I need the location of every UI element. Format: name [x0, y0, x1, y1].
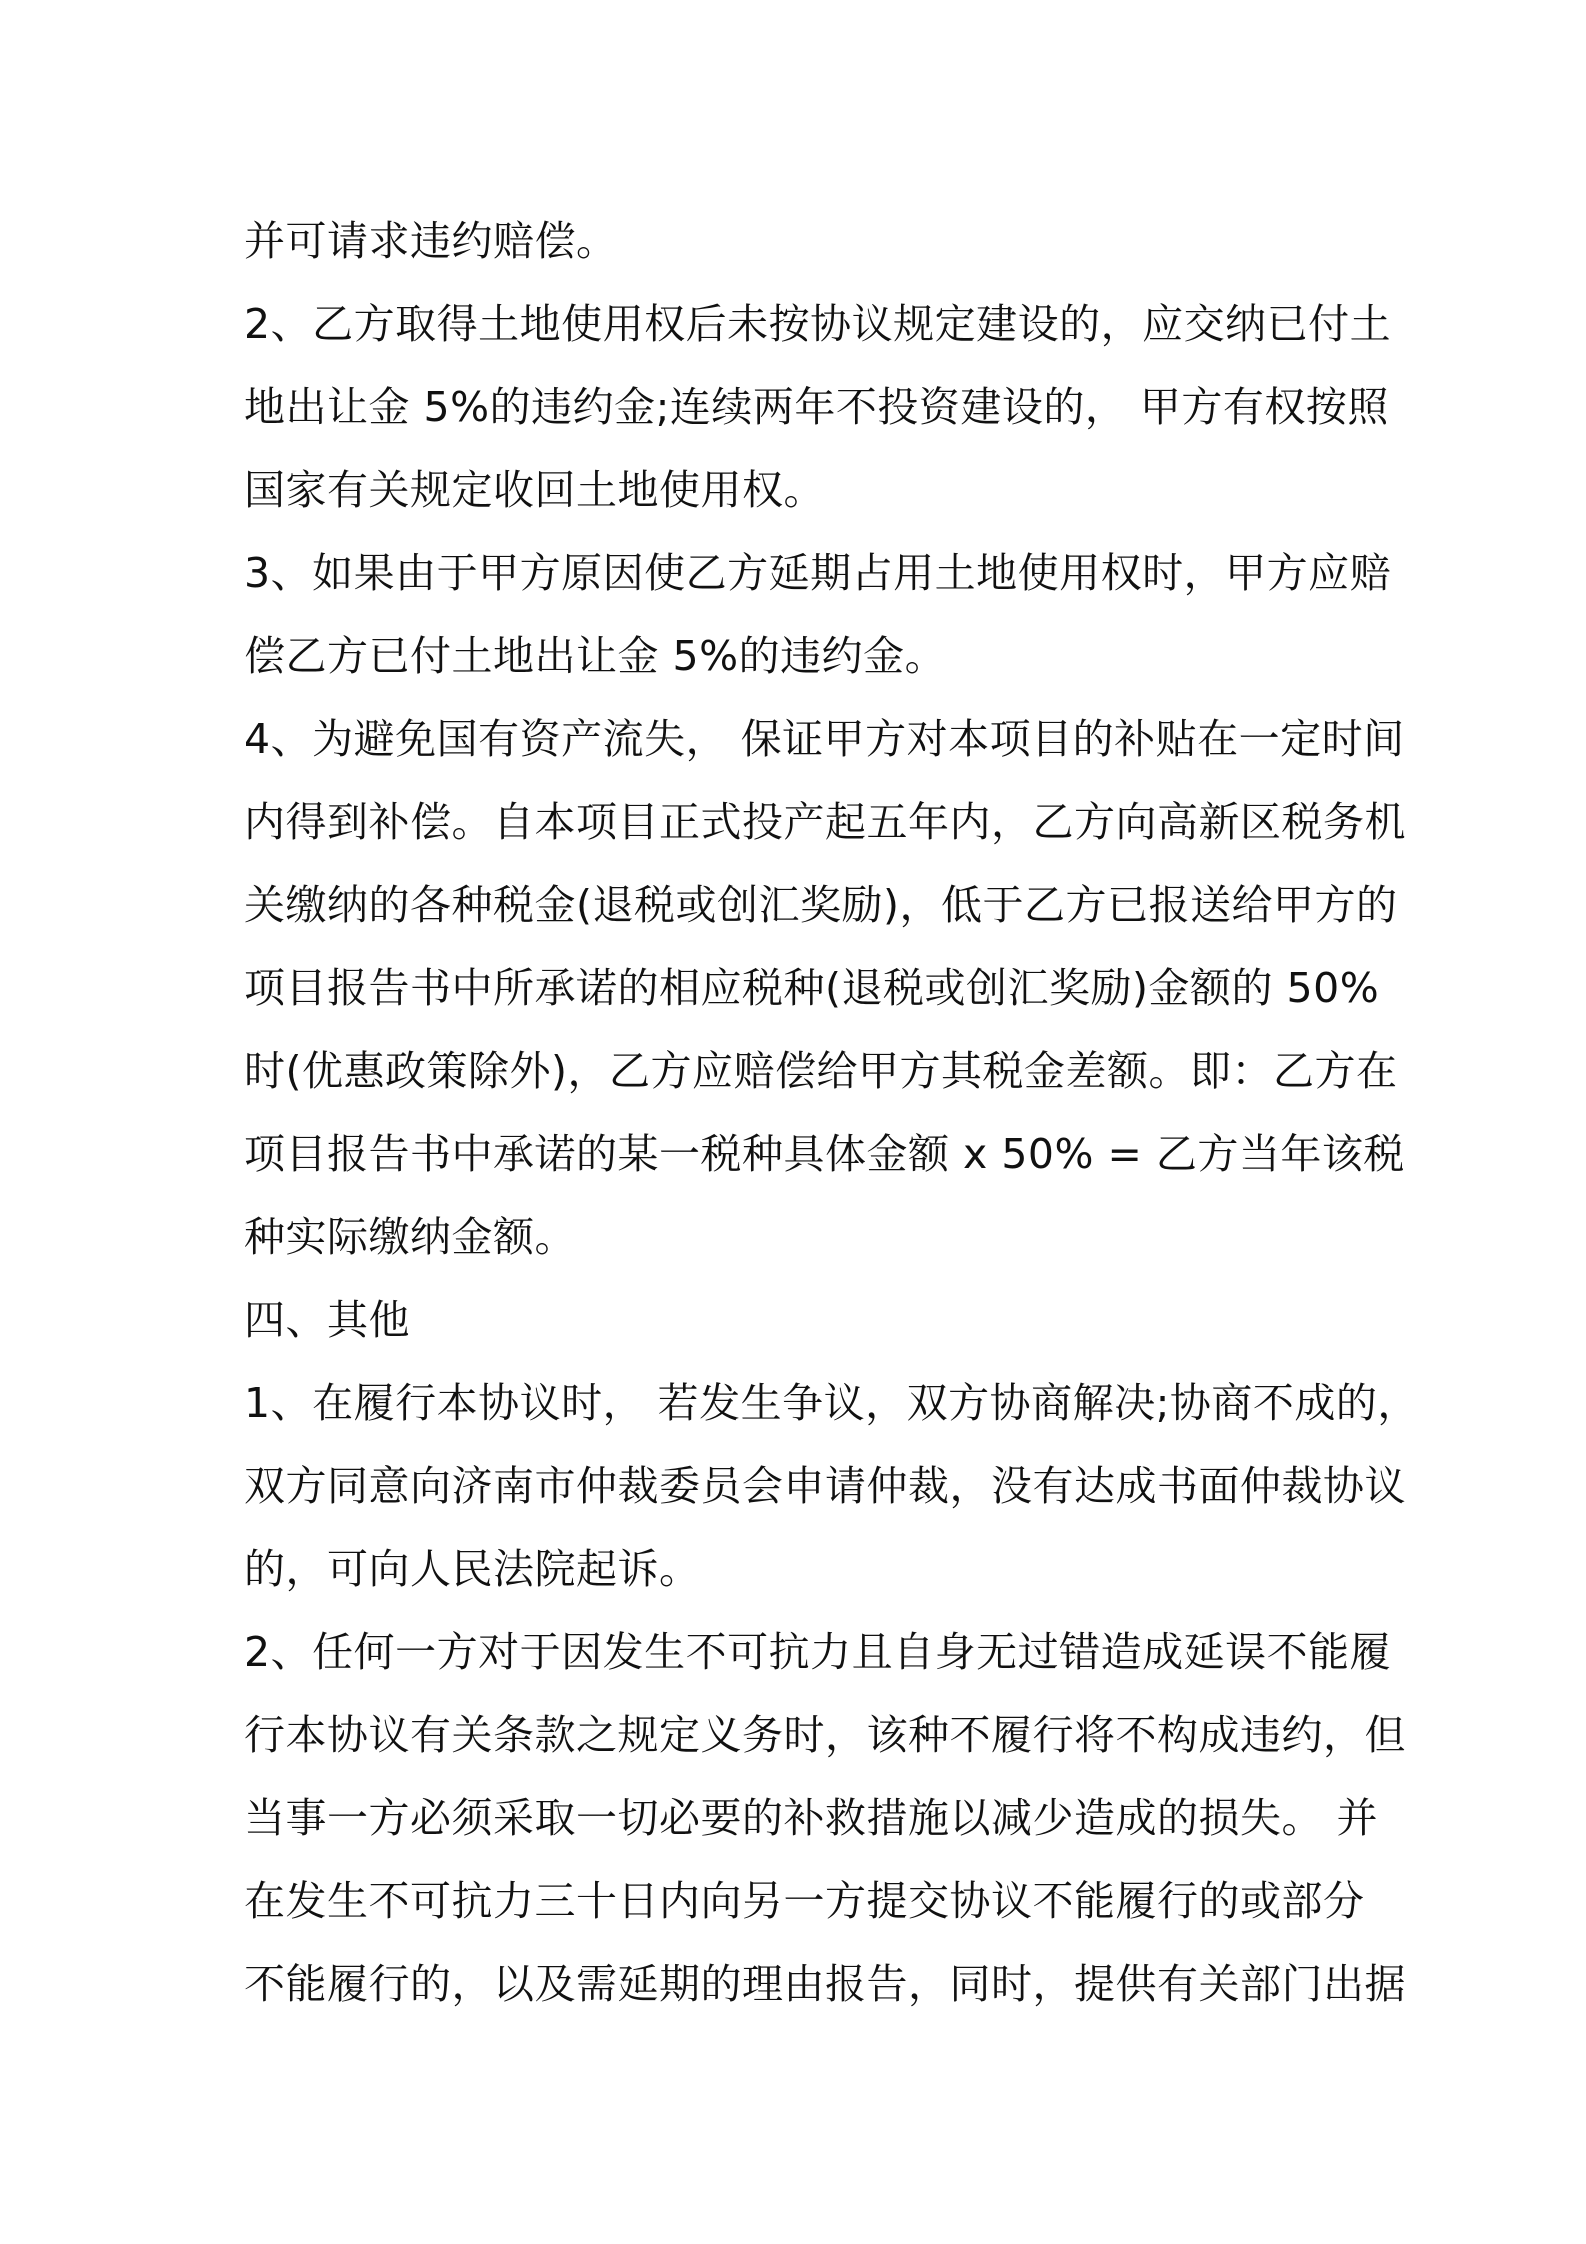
text-line-11: 时(优惠政策除外)，乙方应赔偿给甲方其税金差额。即：乙方在 — [244, 1047, 1398, 1095]
text-line-06: 偿乙方已付土地出让金 5%的违约金。 — [244, 632, 947, 680]
text-line-13: 种实际缴纳金额。 — [244, 1213, 576, 1261]
text-line-20: 当事一方必须采取一切必要的补救措施以减少造成的损失。 并 — [244, 1794, 1379, 1842]
text-line-21: 在发生不可抗力三十日内向另一方提交协议不能履行的或部分 — [244, 1877, 1365, 1925]
text-line-08: 内得到补偿。自本项目正式投产起五年内，乙方向高新区税务机 — [244, 798, 1406, 846]
text-line-12: 项目报告书中承诺的某一税种具体金额 x 50% = 乙方当年该税 — [244, 1130, 1405, 1178]
text-line-04: 国家有关规定收回土地使用权。 — [244, 466, 825, 514]
text-line-09: 关缴纳的各种税金(退税或创汇奖励)，低于乙方已报送给甲方的 — [244, 881, 1398, 929]
section-heading: 四、其他 — [244, 1296, 410, 1344]
text-line-15: 1、在履行本协议时， 若发生争议，双方协商解决;协商不成的， — [244, 1379, 1419, 1427]
text-line-18: 2、任何一方对于因发生不可抗力且自身无过错造成延误不能履 — [244, 1628, 1392, 1676]
text-line-01: 并可请求违约赔偿。 — [244, 217, 618, 265]
document-body — [244, 200, 1419, 2026]
text-line-03: 地出让金 5%的违约金;连续两年不投资建设的， 甲方有权按照 — [244, 383, 1389, 431]
text-line-19: 行本协议有关条款之规定义务时，该种不履行将不构成违约，但 — [244, 1711, 1406, 1759]
text-line-05: 3、如果由于甲方原因使乙方延期占用土地使用权时，甲方应赔 — [244, 549, 1392, 597]
text-line-07: 4、为避免国有资产流失， 保证甲方对本项目的补贴在一定时间 — [244, 715, 1405, 763]
text-line-17: 的，可向人民法院起诉。 — [244, 1545, 701, 1593]
text-line-02: 2、乙方取得土地使用权后未按协议规定建设的，应交纳已付土 — [244, 300, 1392, 348]
text-line-22: 不能履行的，以及需延期的理由报告，同时，提供有关部门出据 — [244, 1960, 1406, 2008]
text-line-16: 双方同意向济南市仲裁委员会申请仲裁，没有达成书面仲裁协议 — [244, 1462, 1406, 1510]
text-line-10: 项目报告书中所承诺的相应税种(退税或创汇奖励)金额的 50% — [244, 964, 1380, 1012]
